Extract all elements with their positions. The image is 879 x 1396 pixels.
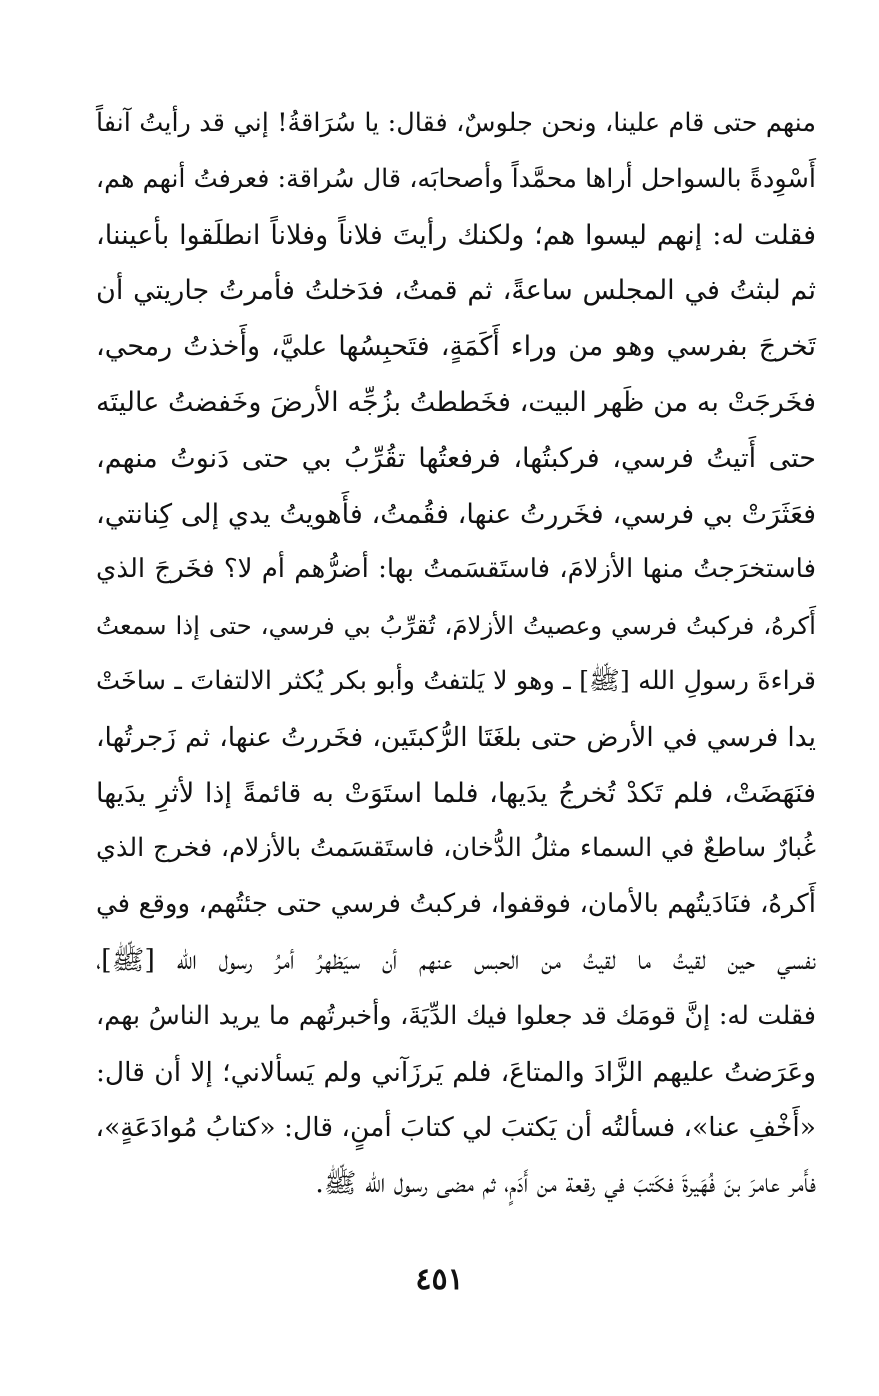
text-line-16: نفسي حين لقيتُ ما لقيتُ من الحبس عنهم أن سيَظهرُ أمرُ رسول الله [ﷺ]، xyxy=(96,944,816,976)
text-line-13: فنَهَضَتْ، فلم تَكدْ تُخرجُ يدَيها، فلما استَوَتْ به قائمةً إذا لأثرِ يدَيها xyxy=(96,777,816,809)
text-line-8: فعَثَرَتْ بي فرسي، فخَررتُ عنها، فقُمتُ، فأَهويتُ يدي إلى كِنانتي، xyxy=(96,498,816,530)
text-line-9: فاستخرَجتُ منها الأزلامَ، فاستَقسَمتُ بها: أضرُّهم أم لا؟ فخَرجَ الذي xyxy=(96,554,816,585)
text-line-19: «أَخْفِ عنا»، فسألتُه أن يَكتبَ لي كتابَ أمنٍ، قال: «كتابُ مُوادَعَةٍ»، xyxy=(95,1112,816,1144)
text-line-20: فأَمر عامرَ بنَ فُهَيرةَ فكَتبَ في رقعة من أَدَمٍ، ثم مضى رسول الله ﷺ. xyxy=(315,1168,816,1200)
text-line-7: حتى أَتيتُ فرسي، فركبتُها، فرفعتُها تقُرِّبُ بي حتى دَنوتُ منهم، xyxy=(96,442,816,474)
body-text xyxy=(96,96,816,1212)
text-line-15: أَكرهُ، فنَادَيتُهم بالأمان، فوقفوا، فركبتُ فرسي حتى جئتُهم، ووقع في xyxy=(96,889,816,920)
text-line-10: أَكرهُ، فركبتُ فرسي وعصيتُ الأزلامَ، تُقرِّبُ بي فرسي، حتى إذا سمعتُ xyxy=(96,611,816,641)
text-line-4: ثم لبثتُ في المجلس ساعةً، ثم قمتُ، فدَخلتُ فأمرتُ جاريتي أن xyxy=(96,275,816,307)
text-line-11: قراءةَ رسولِ الله [ﷺ] ـ وهو لا يَلتفتُ وأبو بكر يُكثر الالتفاتَ ـ ساخَتْ xyxy=(96,665,816,696)
text-line-2: أَسْوِدةً بالسواحل أراها محمَّداً وأصحابَه، قال سُراقة: فعرفتُ أنهم هم، xyxy=(95,163,816,194)
text-line-6: فخَرجَتْ به من ظَهر البيت، فخَططتُ بزُجِّه الأرضَ وخَفضتُ عاليتَه xyxy=(96,386,816,418)
text-line-3: فقلت له: إنهم ليسوا هم؛ ولكنك رأيتَ فلاناً وفلاناً انطلَقوا بأعيننا، xyxy=(96,219,816,251)
text-line-18: وعَرَضتُ عليهم الزَّادَ والمتاعَ، فلم يَرزَآني ولم يَسألاني؛ إلا أن قال: xyxy=(96,1056,816,1088)
text-line-12: يدا فرسي في الأرض حتى بلغَتَا الرُّكبتَين، فخَررتُ عنها، ثم زَجرتُها، xyxy=(96,721,816,753)
text-line-17: فقلت له: إنَّ قومَك قد جعلوا فيك الدِّيَةَ، وأخبرتُهم ما يريد الناسُ بهم، xyxy=(96,1000,816,1031)
page-number: ٤٥١ xyxy=(415,1262,464,1297)
text-line-14: غُبارٌ ساطعٌ في السماء مثلُ الدُّخان، فاستَقسَمتُ بالأزلام، فخرج الذي xyxy=(96,833,816,864)
text-line-1: منهم حتى قام علينا، ونحن جلوسٌ، فقال: يا سُرَاقةُ! إني قد رأيتُ آنفاً xyxy=(96,108,816,138)
text-line-5: تَخرجَ بفرسي وهو من وراء أَكَمَةٍ، فتَحبِسُها عليَّ، وأَخذتُ رمحي، xyxy=(96,331,816,363)
